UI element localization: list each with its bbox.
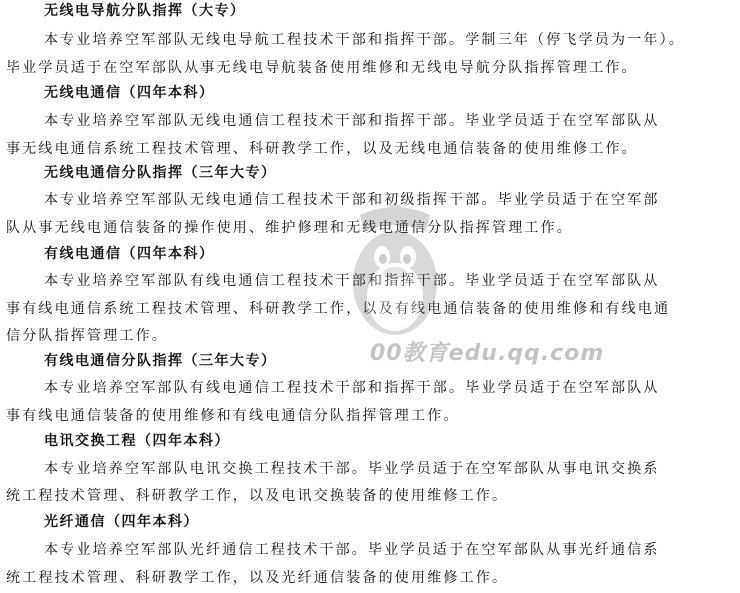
body-line: 事有线电通信系统工程技术管理、科研教学工作，以及有线电通信装备的使用维修和有线电通 [6,301,671,317]
section-heading: 电讯交换工程（四年本科） [44,433,230,449]
watermark-text: 00教育edu.qq.com [370,341,605,366]
section-heading: 无线电通信分队指挥（三年大专） [44,165,277,181]
section-heading: 有线电通信（四年本科） [44,246,215,262]
body-line: 统工程技术管理、科研教学工作，以及光纤通信装备的使用维修工作。 [6,570,509,586]
body-line: 信分队指挥管理工作。 [6,328,168,344]
body-line: 本专业培养空军部队无线电导航工程技术干部和指挥干部。学制三年（停飞学员为一年）。 [44,32,685,48]
body-line: 毕业学员适于在空军部队从事无线电导航装备使用维修和无线电导航分队指挥管理工作。 [6,60,638,76]
body-line: 本专业培养空军部队有线电通信工程技术干部和指挥干部。毕业学员适于在空军部队从 [44,380,660,396]
body-line: 本专业培养空军部队有线电通信工程技术干部和指挥干部。毕业学员适于在空军部队从 [44,273,660,289]
section-heading: 无线电通信（四年本科） [44,85,215,101]
section-heading: 无线电导航分队指挥（大专） [44,3,246,19]
body-line: 本专业培养空军部队无线电通信工程技术干部和初级指挥干部。毕业学员适于在空军部 [44,192,660,208]
body-line: 队从事无线电通信装备的操作使用、维护修理和无线电通信分队指挥管理工作。 [6,220,573,236]
body-line: 统工程技术管理、科研教学工作，以及电讯交换装备的使用维修工作。 [6,488,509,504]
body-line: 本专业培养空军部队无线电通信工程技术干部和指挥干部。毕业学员适于在空军部队从 [44,113,660,129]
body-line: 本专业培养空军部队光纤通信工程技术干部。毕业学员适于在空军部队从事光纤通信系 [44,542,660,558]
section-heading: 有线电通信分队指挥（三年大专） [44,353,277,369]
body-line: 事有线电通信装备的使用维修和有线电通信分队指挥管理工作。 [6,408,460,424]
body-line: 本专业培养空军部队电讯交换工程技术干部。毕业学员适于在空军部队从事电讯交换系 [44,461,660,477]
body-line: 事无线电通信系统工程技术管理、科研教学工作，以及无线电通信装备的使用维修工作。 [6,141,638,157]
section-heading: 光纤通信（四年本科） [44,514,199,530]
